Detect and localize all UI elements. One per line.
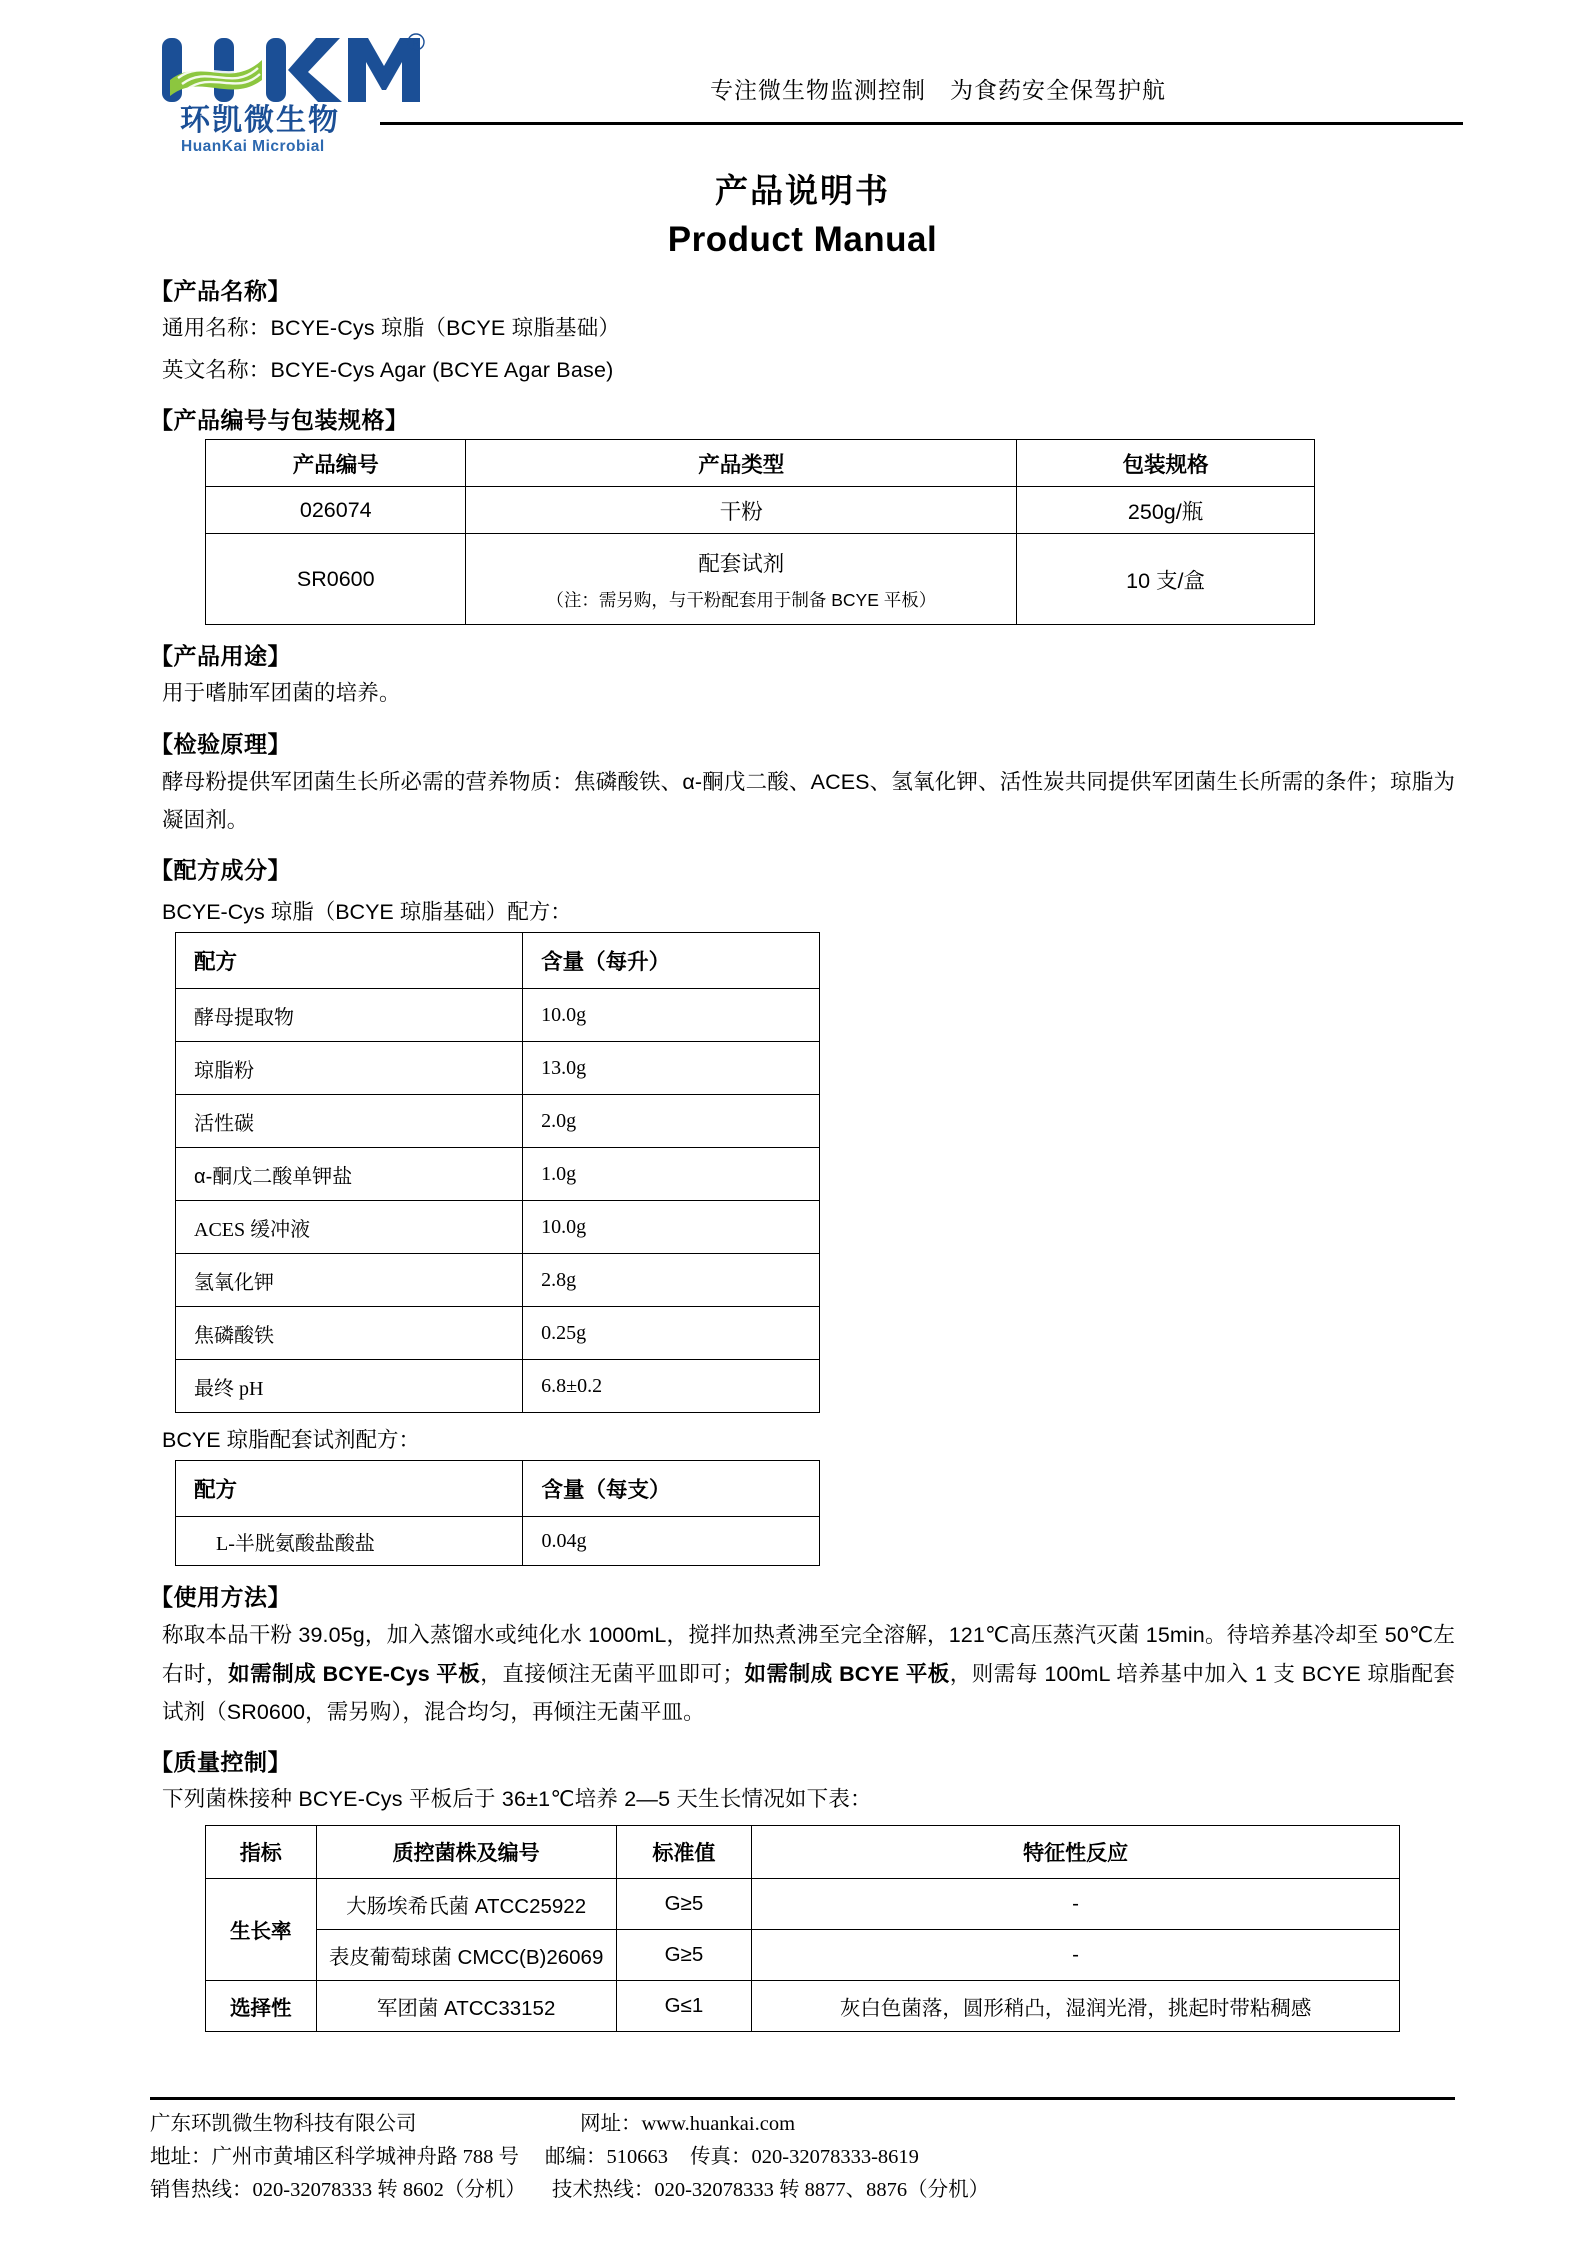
- table-row: [176, 1307, 820, 1360]
- qc-cell-reaction: -: [752, 1929, 1400, 1980]
- spec-cell-package: 250g/瓶: [1017, 487, 1315, 534]
- table-row: [206, 1929, 1400, 1980]
- section-heading-spec: 【产品编号与包装规格】: [150, 407, 409, 434]
- formula-base-table: [175, 932, 820, 1413]
- qc-cell-strain: 军团菌 ATCC33152: [316, 1980, 616, 2031]
- formula-cell-name: 氢氧化钾: [176, 1254, 523, 1307]
- logo-chinese-name: 环凯微生物: [180, 104, 340, 137]
- footer-address: 地址：广州市黄埔区科学城神舟路 788 号: [150, 2146, 519, 2169]
- qc-cell-standard: G≤1: [616, 1980, 751, 2031]
- reagent-cell-amount: 0.04g: [523, 1517, 820, 1566]
- footer-divider: [150, 2097, 1455, 2100]
- section-heading-quality: 【质量控制】: [150, 1749, 291, 1776]
- spec-col-package: 包装规格: [1017, 440, 1315, 487]
- table-row: [206, 487, 1315, 534]
- table-row: [176, 1360, 820, 1413]
- formula-cell-amount: 0.25g: [523, 1307, 820, 1360]
- qc-cell-indicator: 生长率: [206, 1878, 317, 1980]
- qc-col-standard: 标准值: [616, 1825, 751, 1878]
- section-heading-method: 【使用方法】: [150, 1584, 291, 1611]
- formula-cell-name: 酵母提取物: [176, 989, 523, 1042]
- qc-cell-indicator: 选择性: [206, 1980, 317, 2031]
- method-bold1: 如需制成 BCYE-Cys 平板: [228, 1661, 481, 1686]
- reagent-cell-name: L-半胱氨酸盐酸盐: [176, 1517, 523, 1566]
- table-row: [176, 1517, 820, 1566]
- formula-cell-name: 活性碳: [176, 1095, 523, 1148]
- footer-website: 网址：www.huankai.com: [580, 2113, 796, 2135]
- table-row: [176, 1201, 820, 1254]
- spec-col-type: 产品类型: [466, 440, 1017, 487]
- table-row: [176, 1148, 820, 1201]
- spec-cell-code: 026074: [206, 487, 466, 534]
- header-slogan: 专注微生物监测控制 为食药安全保驾护航: [710, 77, 1166, 103]
- table-row: [176, 1042, 820, 1095]
- table-row: [206, 1980, 1400, 2031]
- footer-line-address: [150, 2141, 1455, 2174]
- table-row: [206, 534, 1315, 625]
- principle-text: 酵母粉提供军团菌生长所必需的营养物质：焦磷酸铁、α-酮戊二酸、ACES、氢氧化钾、活性炭共同提供军团菌生长所需的条件；琼脂为凝固剂。: [162, 769, 1455, 833]
- formula-cell-amount: 1.0g: [523, 1148, 820, 1201]
- formula-cell-amount: 10.0g: [523, 989, 820, 1042]
- method-bold2: 如需制成 BCYE 平板: [744, 1661, 950, 1686]
- formula-cell-amount: 6.8±0.2: [523, 1360, 820, 1413]
- qc-col-strain: 质控菌株及编号: [316, 1825, 616, 1878]
- spec-cell-package: 10 支/盒: [1017, 534, 1315, 625]
- qc-col-reaction: 特征性反应: [752, 1825, 1400, 1878]
- formula-cell-name: ACES 缓冲液: [176, 1201, 523, 1254]
- formula-cell-amount: 10.0g: [523, 1201, 820, 1254]
- product-manual-page: [0, 22, 1587, 2267]
- method-part3: ，则需每 100mL 培养基中加入 1 支 BCYE 琼脂配套试剂（SR0600，需另购），混合均匀，再倾注无菌平皿。: [162, 1661, 1456, 1724]
- company-logo: [158, 32, 458, 155]
- method-text: [162, 1616, 1455, 1731]
- generic-name-text: 通用名称：BCYE-Cys 琼脂（BCYE 琼脂基础）: [162, 316, 621, 340]
- purpose-text: 用于嗜肺军团菌的培养。: [162, 681, 401, 706]
- page-footer: [150, 2097, 1455, 2208]
- quality-caption: 下列菌株接种 BCYE-Cys 平板后于 36±1℃培养 2—5 天生长情况如下表：: [162, 1787, 872, 1812]
- qc-cell-strain: 大肠埃希氏菌 ATCC25922: [316, 1878, 616, 1929]
- footer-line-company: [150, 2108, 1455, 2141]
- formula-cell-name: α-酮戊二酸单钾盐: [176, 1148, 523, 1201]
- method-part2: ，直接倾注无菌平皿即可；: [480, 1661, 745, 1686]
- spec-cell-type: 干粉: [466, 487, 1017, 534]
- qc-cell-standard: G≥5: [616, 1929, 751, 1980]
- table-header-row: [206, 1825, 1400, 1878]
- section-heading-principle: 【检验原理】: [150, 730, 291, 757]
- footer-postcode: 邮编：510663: [545, 2146, 668, 2169]
- qc-cell-reaction: 灰白色菌落，圆形稍凸，湿润光滑，挑起时带粘稠感: [752, 1980, 1400, 2031]
- qc-col-indicator: 指标: [206, 1825, 317, 1878]
- qc-cell-strain: 表皮葡萄球菌 CMCC(B)26069: [316, 1929, 616, 1980]
- formula-reagent-table: [175, 1460, 820, 1566]
- table-row: [176, 989, 820, 1042]
- footer-sales-hotline: 销售热线：020-32078333 转 8602（分机）: [150, 2179, 526, 2202]
- reagent-col-amount: 含量（每支）: [523, 1461, 820, 1517]
- spec-type-note: （注：需另购，与干粉配套用于制备 BCYE 平板）: [546, 589, 937, 610]
- document-content: [150, 165, 1455, 2032]
- section-heading-product-name: 【产品名称】: [150, 278, 291, 304]
- section-heading-purpose: 【产品用途】: [150, 643, 291, 670]
- method-part1: 称取本品干粉 39.05g，加入蒸馏水或纯化水 1000mL，搅拌加热煮沸至完全溶解，121℃高压蒸汽灭菌 15min。待培养基冷却至 50℃左右时，: [162, 1623, 1455, 1686]
- formula-col-name: 配方: [176, 933, 523, 989]
- section-heading-formula: 【配方成分】: [150, 857, 291, 884]
- spec-col-code: 产品编号: [206, 440, 466, 487]
- quality-control-table: [205, 1825, 1400, 2032]
- table-row: [176, 1254, 820, 1307]
- page-title-cn: 产品说明书: [715, 172, 890, 209]
- svg-text:R: R: [412, 38, 420, 48]
- table-row: [176, 1095, 820, 1148]
- footer-tech-hotline: 技术热线：020-32078333 转 8877、8876（分机）: [551, 2179, 990, 2202]
- formula-cell-name: 琼脂粉: [176, 1042, 523, 1095]
- qc-cell-reaction: -: [752, 1878, 1400, 1929]
- table-header-row: [176, 1461, 820, 1517]
- footer-line-hotline: [150, 2174, 1455, 2207]
- reagent-col-name: 配方: [176, 1461, 523, 1517]
- formula-cell-amount: 2.0g: [523, 1095, 820, 1148]
- table-header-row: [206, 440, 1315, 487]
- table-row: [206, 1878, 1400, 1929]
- hkm-logo-icon: [158, 32, 426, 108]
- footer-company-name: 广东环凯微生物科技有限公司: [150, 2113, 417, 2135]
- spec-table: [205, 439, 1315, 625]
- footer-fax: 传真：020-32078333-8619: [690, 2146, 919, 2169]
- formula-base-caption: BCYE-Cys 琼脂（BCYE 琼脂基础）配方：: [162, 900, 572, 925]
- formula-reagent-caption: BCYE 琼脂配套试剂配方：: [162, 1428, 421, 1453]
- formula-cell-amount: 2.8g: [523, 1254, 820, 1307]
- table-header-row: [176, 933, 820, 989]
- header-divider: [380, 122, 1463, 125]
- formula-cell-name: 最终 pH: [176, 1360, 523, 1413]
- qc-cell-standard: G≥5: [616, 1878, 751, 1929]
- english-name-text: 英文名称：BCYE-Cys Agar (BCYE Agar Base): [162, 357, 614, 382]
- spec-type-main: 配套试剂: [698, 551, 785, 576]
- formula-cell-amount: 13.0g: [523, 1042, 820, 1095]
- formula-col-amount: 含量（每升）: [523, 933, 820, 989]
- page-title-en: Product Manual: [667, 220, 938, 259]
- formula-cell-name: 焦磷酸铁: [176, 1307, 523, 1360]
- logo-english-name: HuanKai Microbial: [181, 137, 325, 155]
- page-header: [150, 22, 1455, 155]
- spec-cell-type: [466, 534, 1017, 625]
- spec-cell-code: SR0600: [206, 534, 466, 625]
